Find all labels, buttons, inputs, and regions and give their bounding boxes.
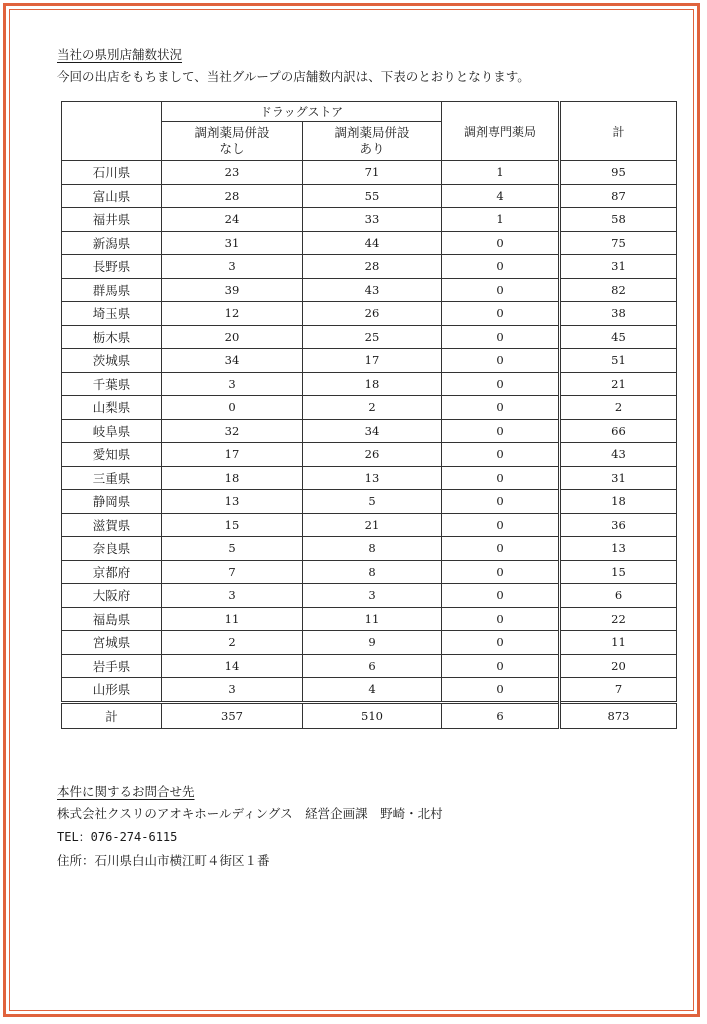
header-without-dispensary-line1: 調剤薬局併設	[194, 125, 270, 140]
cell-prefecture: 山形県	[62, 678, 162, 703]
cell-prefecture: 大阪府	[62, 584, 162, 608]
cell-prefecture: 千葉県	[62, 372, 162, 396]
cell-without-dispensary: 24	[162, 208, 303, 232]
cell-with-dispensary: 26	[303, 302, 442, 326]
cell-dispensing-only: 0	[442, 631, 560, 655]
cell-total: 31	[560, 255, 677, 279]
cell-with-dispensary: 13	[303, 466, 442, 490]
cell-dispensing-only: 4	[442, 184, 560, 208]
cell-total: 22	[560, 607, 677, 631]
table-row	[62, 584, 677, 608]
cell-without-dispensary: 3	[162, 678, 303, 703]
cell-dispensing-only: 0	[442, 584, 560, 608]
contact-tel: TEL：076-274-6115	[57, 830, 178, 844]
total-with-dispensary: 510	[303, 702, 442, 728]
table-row	[62, 231, 677, 255]
cell-dispensing-only: 0	[442, 396, 560, 420]
table-row	[62, 678, 677, 703]
contact-address: 住所：石川県白山市横江町４街区１番	[57, 853, 270, 868]
cell-dispensing-only: 0	[442, 560, 560, 584]
cell-without-dispensary: 3	[162, 372, 303, 396]
table-row	[62, 325, 677, 349]
cell-dispensing-only: 0	[442, 537, 560, 561]
cell-prefecture: 富山県	[62, 184, 162, 208]
cell-prefecture: 茨城県	[62, 349, 162, 373]
cell-prefecture: 山梨県	[62, 396, 162, 420]
cell-dispensing-only: 1	[442, 161, 560, 185]
header-prefecture-cell	[62, 102, 162, 161]
cell-total: 36	[560, 513, 677, 537]
cell-total: 87	[560, 184, 677, 208]
table-row	[62, 560, 677, 584]
cell-without-dispensary: 31	[162, 231, 303, 255]
cell-dispensing-only: 1	[442, 208, 560, 232]
cell-without-dispensary: 5	[162, 537, 303, 561]
table-row	[62, 513, 677, 537]
cell-total: 58	[560, 208, 677, 232]
table-row	[62, 537, 677, 561]
cell-total: 2	[560, 396, 677, 420]
cell-with-dispensary: 44	[303, 231, 442, 255]
cell-with-dispensary: 5	[303, 490, 442, 514]
header-with-dispensary-line2: あり	[359, 141, 385, 156]
cell-total: 20	[560, 654, 677, 678]
cell-with-dispensary: 3	[303, 584, 442, 608]
total-dispensing-only: 6	[442, 702, 560, 728]
cell-prefecture: 滋賀県	[62, 513, 162, 537]
cell-total: 11	[560, 631, 677, 655]
cell-total: 51	[560, 349, 677, 373]
cell-total: 31	[560, 466, 677, 490]
cell-without-dispensary: 15	[162, 513, 303, 537]
cell-without-dispensary: 28	[162, 184, 303, 208]
cell-dispensing-only: 0	[442, 255, 560, 279]
cell-without-dispensary: 3	[162, 584, 303, 608]
cell-prefecture: 石川県	[62, 161, 162, 185]
cell-with-dispensary: 34	[303, 419, 442, 443]
cell-with-dispensary: 8	[303, 560, 442, 584]
cell-prefecture: 福井県	[62, 208, 162, 232]
contact-company: 株式会社クスリのアオキホールディングス 経営企画課 野崎・北村	[57, 806, 443, 821]
total-label: 計	[62, 702, 162, 728]
cell-without-dispensary: 18	[162, 466, 303, 490]
cell-total: 45	[560, 325, 677, 349]
total-grand: 873	[560, 702, 677, 728]
header-with-dispensary-line1: 調剤薬局併設	[334, 125, 410, 140]
table-row	[62, 607, 677, 631]
header-dispensing-only: 調剤専門薬局	[442, 102, 560, 161]
cell-without-dispensary: 20	[162, 325, 303, 349]
cell-dispensing-only: 0	[442, 231, 560, 255]
cell-total: 18	[560, 490, 677, 514]
cell-dispensing-only: 0	[442, 607, 560, 631]
cell-with-dispensary: 11	[303, 607, 442, 631]
cell-prefecture: 京都府	[62, 560, 162, 584]
cell-total: 6	[560, 584, 677, 608]
cell-with-dispensary: 43	[303, 278, 442, 302]
cell-without-dispensary: 23	[162, 161, 303, 185]
cell-with-dispensary: 17	[303, 349, 442, 373]
header-total: 計	[560, 102, 677, 161]
cell-prefecture: 岐阜県	[62, 419, 162, 443]
cell-total: 15	[560, 560, 677, 584]
cell-prefecture: 奈良県	[62, 537, 162, 561]
table-row	[62, 654, 677, 678]
cell-without-dispensary: 39	[162, 278, 303, 302]
store-count-table	[61, 101, 677, 729]
store-status-intro: 今回の出店をもちまして、当社グループの店舗数内訳は、下表のとおりとなります。	[57, 69, 530, 84]
cell-dispensing-only: 0	[442, 302, 560, 326]
table-row	[62, 302, 677, 326]
cell-total: 75	[560, 231, 677, 255]
cell-prefecture: 静岡県	[62, 490, 162, 514]
cell-prefecture: 埼玉県	[62, 302, 162, 326]
cell-with-dispensary: 28	[303, 255, 442, 279]
cell-total: 66	[560, 419, 677, 443]
cell-total: 43	[560, 443, 677, 467]
cell-with-dispensary: 18	[303, 372, 442, 396]
cell-prefecture: 長野県	[62, 255, 162, 279]
cell-with-dispensary: 4	[303, 678, 442, 703]
cell-with-dispensary: 71	[303, 161, 442, 185]
cell-prefecture: 栃木県	[62, 325, 162, 349]
cell-dispensing-only: 0	[442, 372, 560, 396]
cell-prefecture: 愛知県	[62, 443, 162, 467]
cell-without-dispensary: 13	[162, 490, 303, 514]
cell-dispensing-only: 0	[442, 513, 560, 537]
header-drugstore-group: ドラッグストア	[162, 102, 442, 122]
cell-prefecture: 宮城県	[62, 631, 162, 655]
cell-total: 82	[560, 278, 677, 302]
table-row	[62, 443, 677, 467]
table-row	[62, 490, 677, 514]
cell-without-dispensary: 12	[162, 302, 303, 326]
cell-with-dispensary: 9	[303, 631, 442, 655]
table-row	[62, 278, 677, 302]
table-row	[62, 419, 677, 443]
cell-dispensing-only: 0	[442, 349, 560, 373]
table-row	[62, 161, 677, 185]
cell-total: 95	[560, 161, 677, 185]
cell-prefecture: 福島県	[62, 607, 162, 631]
cell-with-dispensary: 25	[303, 325, 442, 349]
table-total-row	[62, 702, 677, 728]
cell-total: 7	[560, 678, 677, 703]
table-row	[62, 631, 677, 655]
cell-with-dispensary: 55	[303, 184, 442, 208]
cell-dispensing-only: 0	[442, 678, 560, 703]
cell-dispensing-only: 0	[442, 443, 560, 467]
cell-without-dispensary: 14	[162, 654, 303, 678]
cell-without-dispensary: 17	[162, 443, 303, 467]
cell-without-dispensary: 7	[162, 560, 303, 584]
cell-total: 21	[560, 372, 677, 396]
contact-heading: 本件に関するお問合せ先	[57, 784, 195, 799]
header-with-dispensary	[303, 122, 442, 161]
cell-without-dispensary: 2	[162, 631, 303, 655]
cell-dispensing-only: 0	[442, 490, 560, 514]
cell-without-dispensary: 34	[162, 349, 303, 373]
header-without-dispensary	[162, 122, 303, 161]
table-row	[62, 372, 677, 396]
cell-with-dispensary: 2	[303, 396, 442, 420]
cell-without-dispensary: 0	[162, 396, 303, 420]
cell-with-dispensary: 21	[303, 513, 442, 537]
cell-prefecture: 三重県	[62, 466, 162, 490]
table-row	[62, 255, 677, 279]
cell-dispensing-only: 0	[442, 654, 560, 678]
total-without-dispensary: 357	[162, 702, 303, 728]
table-row	[62, 208, 677, 232]
cell-without-dispensary: 11	[162, 607, 303, 631]
cell-dispensing-only: 0	[442, 278, 560, 302]
table-row	[62, 349, 677, 373]
cell-with-dispensary: 8	[303, 537, 442, 561]
cell-with-dispensary: 26	[303, 443, 442, 467]
table-row	[62, 396, 677, 420]
cell-without-dispensary: 3	[162, 255, 303, 279]
cell-dispensing-only: 0	[442, 325, 560, 349]
cell-prefecture: 新潟県	[62, 231, 162, 255]
cell-with-dispensary: 6	[303, 654, 442, 678]
cell-prefecture: 群馬県	[62, 278, 162, 302]
table-row	[62, 466, 677, 490]
cell-prefecture: 岩手県	[62, 654, 162, 678]
cell-dispensing-only: 0	[442, 466, 560, 490]
cell-total: 13	[560, 537, 677, 561]
cell-without-dispensary: 32	[162, 419, 303, 443]
store-status-heading: 当社の県別店舗数状況	[57, 47, 183, 62]
cell-with-dispensary: 33	[303, 208, 442, 232]
cell-total: 38	[560, 302, 677, 326]
header-without-dispensary-line2: なし	[219, 141, 245, 156]
table-row	[62, 184, 677, 208]
cell-dispensing-only: 0	[442, 419, 560, 443]
